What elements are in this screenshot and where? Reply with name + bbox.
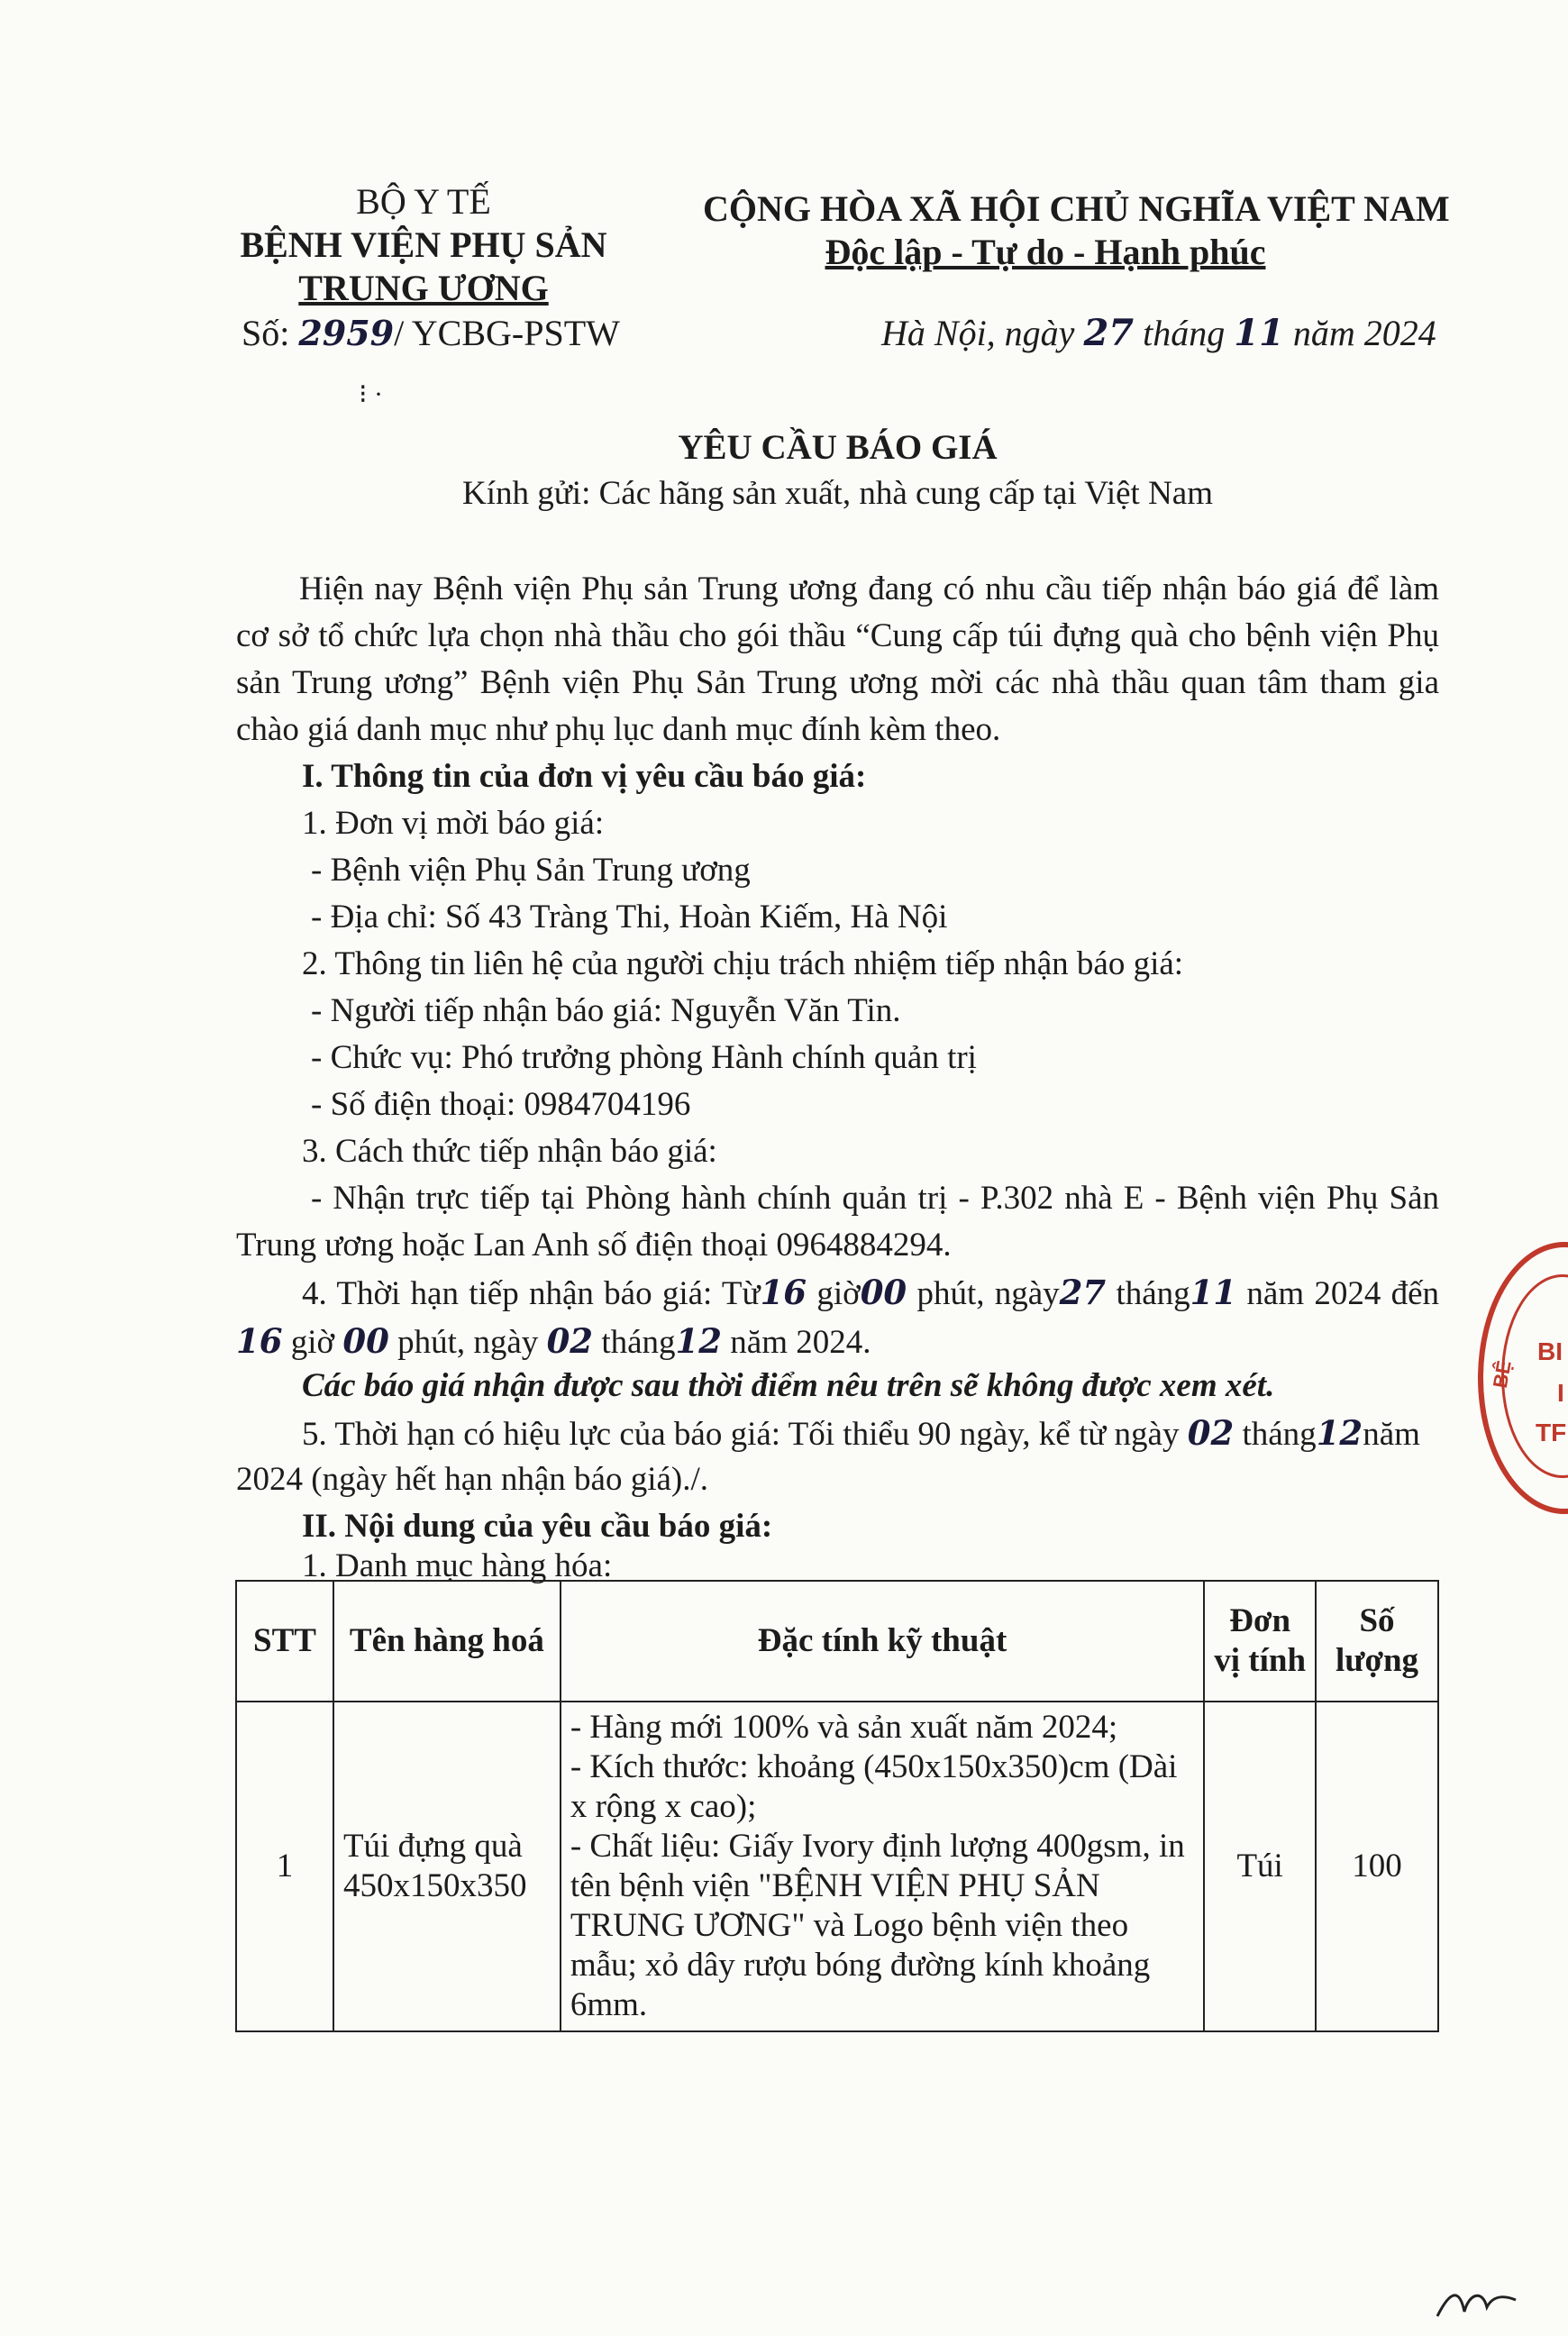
item4-t3: tháng (1116, 1275, 1190, 1312)
cell-stt: 1 (236, 1702, 333, 2031)
item4-from-hour: 16 (760, 1273, 807, 1312)
initials-signature (1433, 2280, 1523, 2325)
item4-from-day: 27 (1059, 1273, 1107, 1312)
header-unit: Đơn vị tính (1204, 1581, 1316, 1702)
hospital-name-line2 (225, 267, 622, 310)
seal-text-2: I (1557, 1379, 1564, 1407)
recipient-line: Kính gửi: Các hãng sản xuất, nhà cung cấp tại Việt Nam (462, 475, 1213, 512)
item4-prefix: 4. Thời hạn tiếp nhận báo giá: Từ (302, 1275, 761, 1312)
number-handwritten: 2959 (298, 313, 395, 353)
item4-t8: năm 2024. (730, 1324, 871, 1361)
header-stt: STT (236, 1581, 333, 1702)
date-month-label: tháng (1143, 313, 1226, 353)
item4-to-day: 02 (546, 1321, 594, 1361)
item4-from-month: 11 (1190, 1273, 1237, 1312)
section2-heading: II. Nội dung của yêu cầu báo giá: (302, 1508, 773, 1545)
item4-t1: giờ (816, 1275, 861, 1312)
number-suffix: / YCBG-PSTW (394, 313, 620, 353)
seal-text-vertical: BỆ (1488, 1358, 1516, 1391)
header-name: Tên hàng hoá (333, 1581, 561, 1702)
item5-t1: tháng (1242, 1416, 1317, 1453)
header-spec: Đặc tính kỹ thuật (561, 1581, 1204, 1702)
number-prefix: Số: (242, 313, 290, 353)
late-warning: Các báo giá nhận được sau thời điểm nêu trên sẽ không được xem xét. (302, 1367, 1275, 1404)
national-motto-text: Độc lập - Tự do - Hạnh phúc (825, 232, 1266, 272)
section2-item1: 1. Danh mục hàng hóa: (302, 1547, 613, 1584)
document-number (242, 312, 620, 355)
item5-line2: 2024 (ngày hết hạn nhận báo giá)./. (236, 1461, 709, 1498)
spec-line: - Hàng mới 100% và sản xuất năm 2024; (570, 1709, 1118, 1746)
date-year: năm 2024 (1292, 313, 1436, 353)
document-title: YÊU CẦU BÁO GIÁ (678, 428, 998, 467)
item4-t6: phút, ngày (397, 1324, 539, 1361)
item4-t2: phút, ngày (916, 1275, 1060, 1312)
cell-name: Túi đựng quà 450x150x350 (333, 1702, 561, 2031)
section1-item3: 3. Cách thức tiếp nhận báo giá: (302, 1133, 717, 1170)
receive-method: - Nhận trực tiếp tại Phòng hành chính quản trị - P.302 nhà E - Bệnh viện Phụ Sản Trung ương hoặc Lan Anh số điện thoại 0964884294. (236, 1180, 1439, 1264)
date-month: 11 (1234, 312, 1284, 354)
red-seal-stamp (1478, 1242, 1568, 1514)
republic-name: CỘNG HÒA XÃ HỘI CHỦ NGHĨA VIỆT NAM (703, 188, 1450, 229)
item5-day: 02 (1187, 1413, 1235, 1453)
spec-line: - Chất liệu: Giấy Ivory định lượng 400gsm, in tên bệnh viện "BỆNH VIỆN PHỤ SẢN TRUNG ƯƠNG" và Logo bệnh viện theo mẫu; xỏ dây rượu bóng đường kính khoảng 6mm. (570, 1828, 1185, 2023)
table-header-row (236, 1581, 1438, 1702)
hospital-name-line1: BỆNH VIỆN PHỤ SẢN (240, 224, 607, 265)
item4-to-month: 12 (675, 1321, 723, 1361)
intro-paragraph: Hiện nay Bệnh viện Phụ sản Trung ương đang có nhu cầu tiếp nhận báo giá để làm cơ sở tổ chức lựa chọn nhà thầu cho gói thầu “Cung cấp túi đựng quà cho bệnh viện Phụ sản Trung ương” Bệnh viện Phụ Sản Trung ương mời các nhà thầu quan tâm tham gia chào giá danh mục như phụ lục danh mục đính kèm theo. (236, 570, 1439, 748)
national-motto (703, 231, 1388, 274)
item4-t7: tháng (601, 1324, 676, 1361)
item4-to-min: 00 (342, 1321, 389, 1361)
document-date (881, 312, 1436, 355)
ministry-name: BỘ Y TẾ (356, 181, 491, 222)
receiver-position: - Chức vụ: Phó trưởng phòng Hành chính quản trị (311, 1039, 977, 1076)
section1-item4 (236, 1269, 1439, 1366)
stray-mark: ⁝ · (359, 379, 384, 409)
cell-unit: Túi (1204, 1702, 1316, 2031)
receiver-phone: - Số điện thoại: 0984704196 (311, 1086, 691, 1123)
hospital-name-line2-text: TRUNG ƯƠNG (298, 268, 549, 308)
date-prefix: Hà Nội, ngày (881, 313, 1075, 353)
section1-item2: 2. Thông tin liên hệ của người chịu trách nhiệm tiếp nhận báo giá: (302, 945, 1184, 982)
unit-name: - Bệnh viện Phụ Sản Trung ương (311, 852, 751, 889)
item5-t2: năm (1363, 1416, 1420, 1453)
item4-from-min: 00 (860, 1273, 907, 1312)
item5-prefix: 5. Thời hạn có hiệu lực của báo giá: Tối thiểu 90 ngày, kể từ ngày (302, 1416, 1180, 1453)
seal-text-3: TF (1536, 1419, 1567, 1446)
item4-t4: năm 2024 đến (1246, 1275, 1440, 1312)
receiver-name: - Người tiếp nhận báo giá: Nguyễn Văn Tin. (311, 992, 901, 1029)
unit-address: - Địa chỉ: Số 43 Tràng Thi, Hoàn Kiếm, Hà Nội (311, 899, 948, 935)
item5-month: 12 (1316, 1413, 1363, 1453)
item4-t5: giờ (290, 1324, 335, 1361)
section1-heading: I. Thông tin của đơn vị yêu cầu báo giá: (302, 758, 867, 795)
cell-spec (561, 1702, 1204, 2031)
spec-line: - Kích thước: khoảng (450x150x350)cm (Dài x rộng x cao); (570, 1748, 1178, 1825)
section1-item1: 1. Đơn vị mời báo giá: (302, 805, 605, 842)
cell-quantity: 100 (1316, 1702, 1438, 2031)
item4-to-hour: 16 (236, 1321, 283, 1361)
goods-table (235, 1580, 1439, 2032)
date-day: 27 (1083, 312, 1135, 354)
header-quantity: Số lượng (1316, 1581, 1438, 1702)
table-row (236, 1702, 1438, 2031)
seal-text-1: BI (1537, 1337, 1563, 1365)
section1-item5 (302, 1410, 1420, 1458)
